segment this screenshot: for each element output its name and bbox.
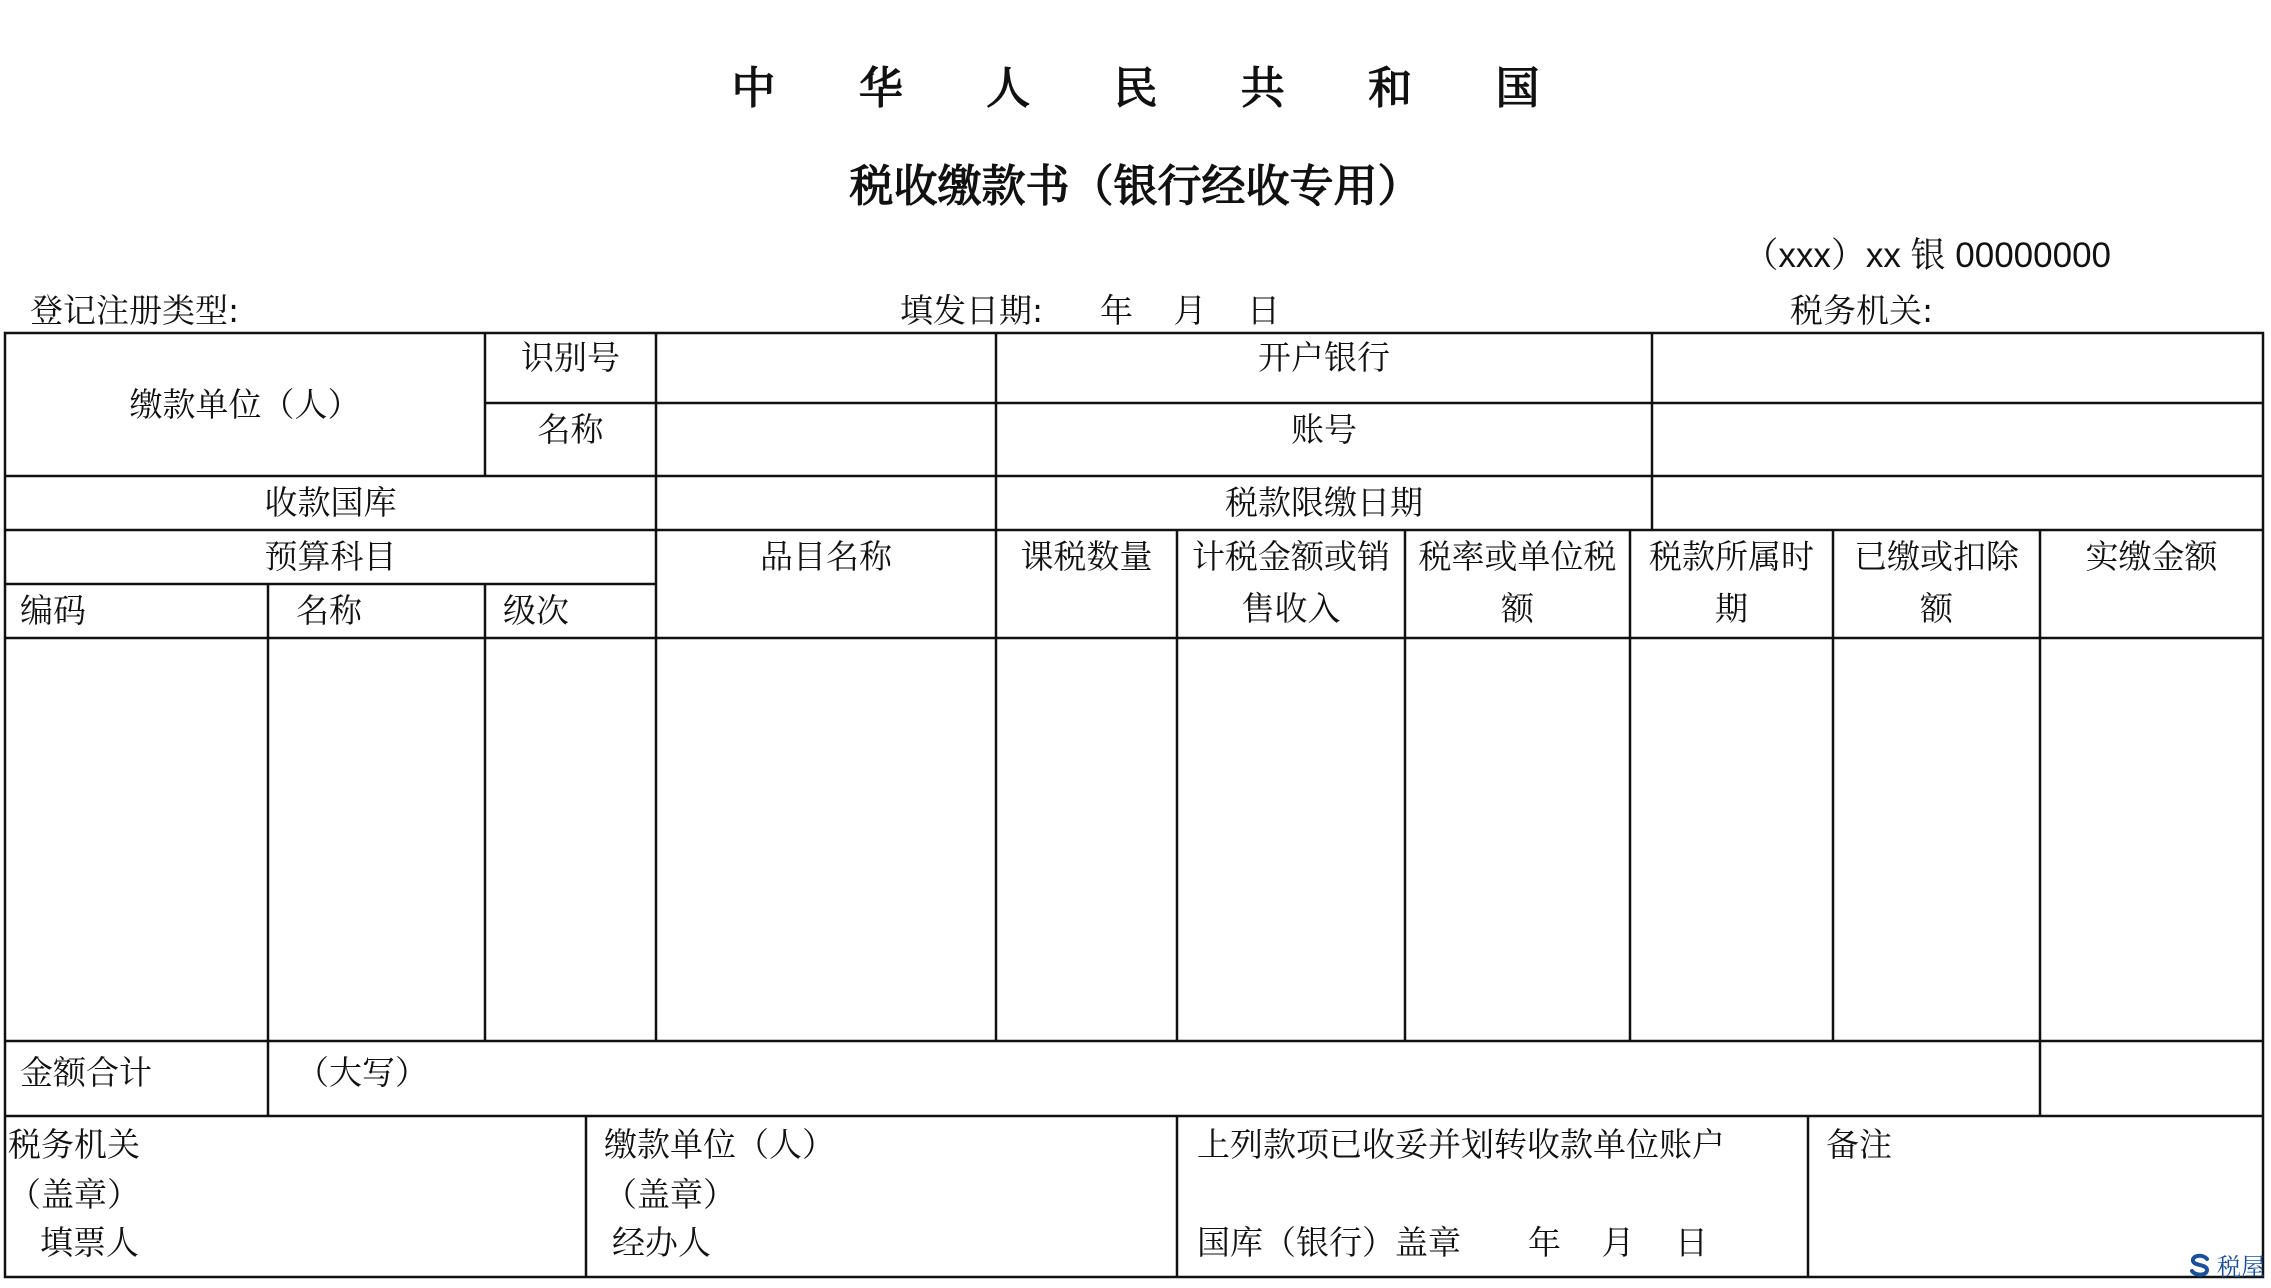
document-subtitle: 税收缴款书（银行经收专用）	[849, 161, 1422, 212]
col-paid-deducted-header-2: 额	[1920, 589, 1953, 628]
total-label: 金额合计	[20, 1053, 152, 1092]
col-tax-period-header-2: 期	[1715, 589, 1748, 628]
col-tax-rate-header-2: 额	[1501, 589, 1534, 628]
footer-payer: 缴款单位（人）	[604, 1125, 835, 1164]
tax-authority-label: 税务机关:	[1790, 291, 1934, 330]
serial-number: （xxx）xx 银 00000000	[1743, 236, 2111, 275]
payer-bank-label: 开户银行	[1258, 338, 1390, 377]
col-tax-rate-header-1: 税率或单位税	[1418, 537, 1617, 576]
footer-treasury-seal: 国库（银行）盖章	[1197, 1223, 1461, 1262]
footer-payer-seal: （盖章）	[604, 1175, 736, 1214]
budget-subject-header: 预算科目	[264, 537, 397, 576]
footer-handler: 经办人	[612, 1223, 711, 1262]
shuwu-logo	[2187, 1247, 2265, 1282]
footer-treasury-date: 年 月 日	[1528, 1223, 1708, 1262]
document-title: 中 华 人 民 共 和 国	[731, 63, 1574, 114]
footer-filler: 填票人	[40, 1223, 139, 1262]
tax-deadline-label: 税款限缴日期	[1225, 483, 1423, 522]
col-name-header: 名称	[296, 591, 362, 630]
payer-label: 缴款单位（人）	[129, 385, 361, 424]
col-taxable-amount-header-2: 售收入	[1241, 589, 1341, 628]
issue-date-fields: 年 月 日	[1100, 291, 1280, 330]
col-code-header: 编码	[20, 591, 86, 630]
logo-text: 税屋	[2217, 1253, 2265, 1281]
registration-type-label: 登记注册类型:	[30, 291, 240, 330]
payer-name-label: 名称	[537, 410, 604, 449]
col-tax-period-header-1: 税款所属时	[1649, 537, 1814, 576]
col-paid-deducted-header-1: 已缴或扣除	[1854, 537, 2019, 576]
col-level-header: 级次	[503, 591, 569, 630]
s-logo-icon	[2187, 1252, 2213, 1278]
footer-received-note: 上列款项已收妥并划转收款单位账户	[1197, 1125, 1725, 1164]
footer-remarks: 备注	[1826, 1125, 1892, 1164]
footer-tax-office: 税务机关	[8, 1125, 140, 1164]
total-uppercase-label: （大写）	[296, 1053, 428, 1092]
col-actual-paid-header: 实缴金额	[2085, 537, 2218, 576]
col-taxable-quantity-header: 课税数量	[1020, 537, 1153, 576]
treasury-label: 收款国库	[264, 483, 397, 522]
footer-tax-office-seal: （盖章）	[8, 1175, 140, 1214]
col-item-name-header: 品目名称	[760, 537, 892, 576]
issue-date-label: 填发日期:	[900, 291, 1044, 330]
col-taxable-amount-header-1: 计税金额或销	[1192, 537, 1390, 576]
payer-id-label: 识别号	[521, 338, 620, 377]
payer-account-label: 账号	[1291, 410, 1357, 449]
